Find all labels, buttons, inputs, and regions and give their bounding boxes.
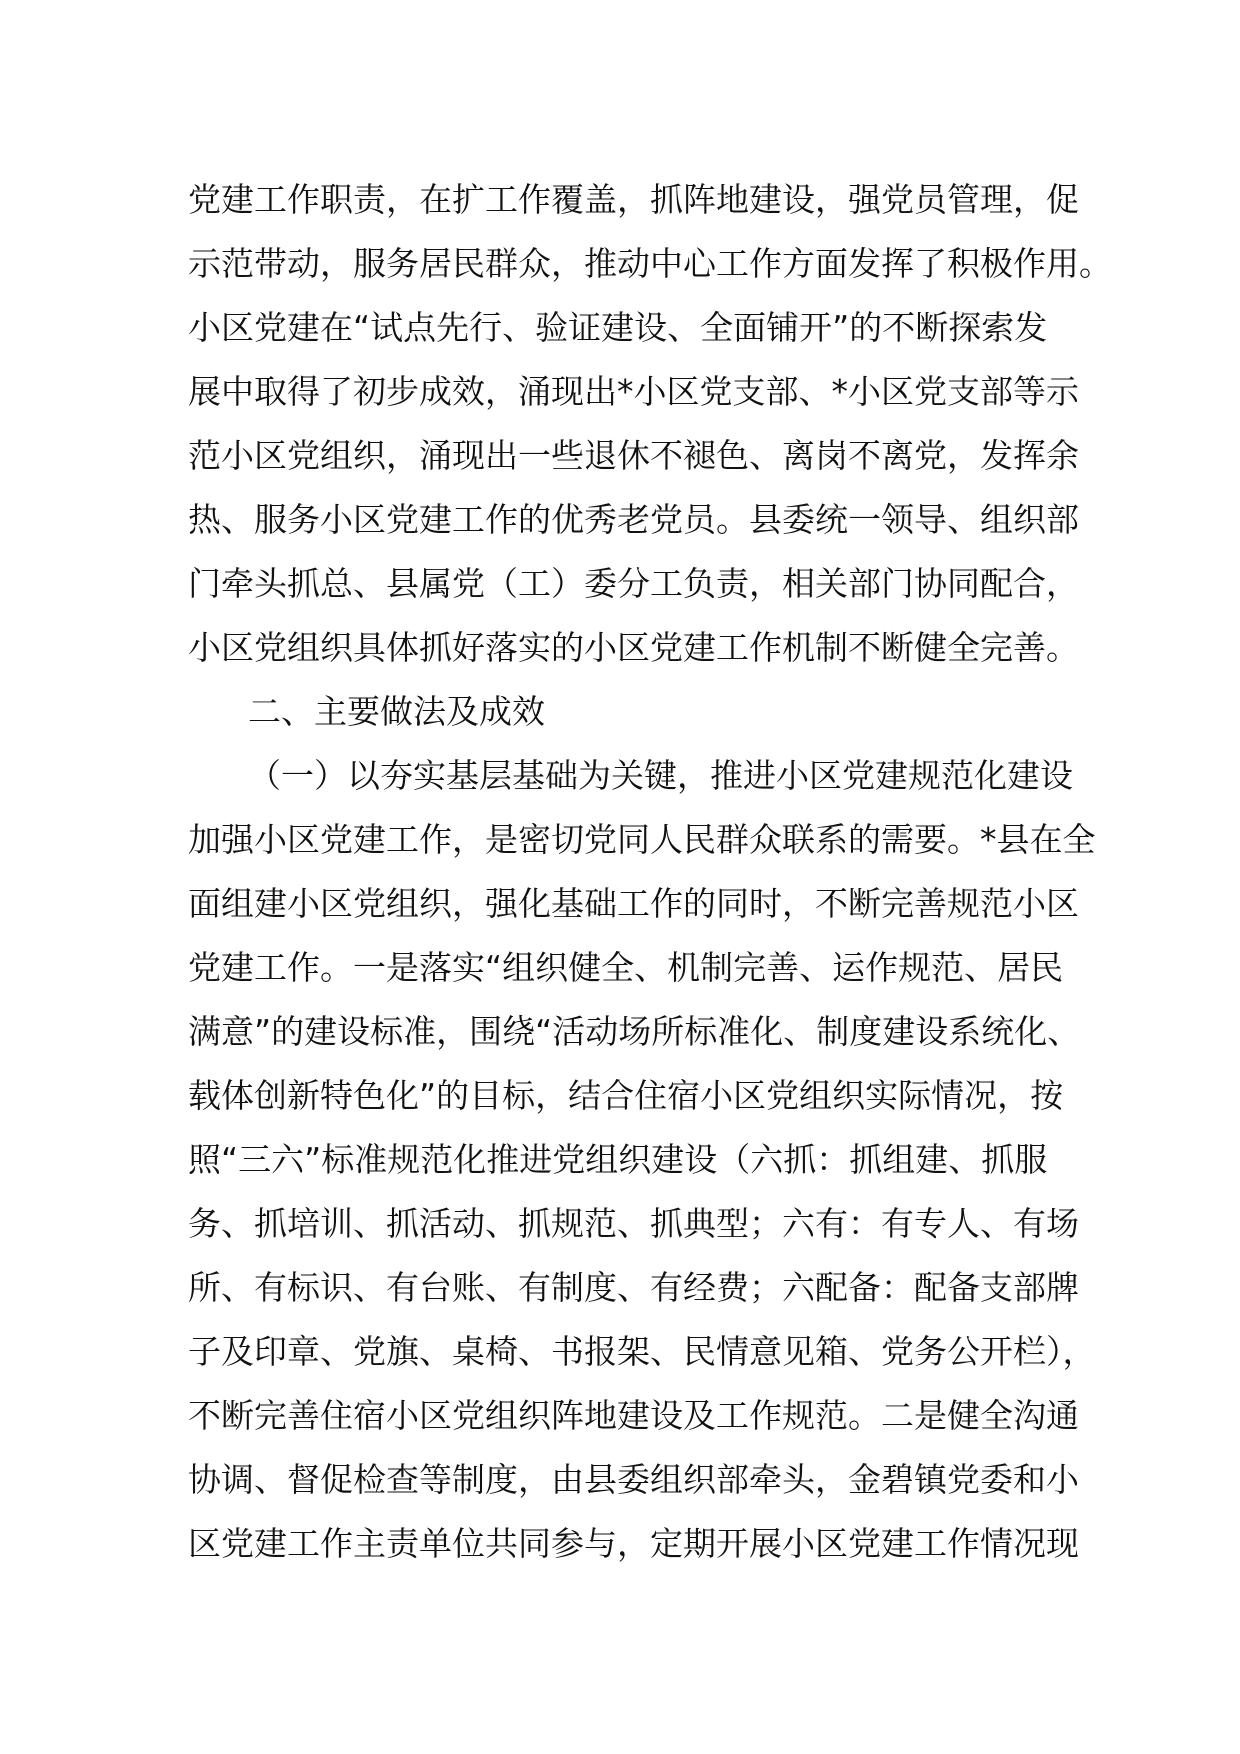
text-line: 所、有标识、有台账、有制度、有经费；六配备：配备支部牌 [188, 1268, 1079, 1307]
text-line: 小区党建在“试点先行、验证建设、全面铺开”的不断探索发 [188, 308, 1048, 347]
body-text [188, 168, 1112, 1576]
text-line: 满意”的建设标准，围绕“活动场所标准化、制度建设系统化、 [188, 1012, 1081, 1051]
text-line: 热、服务小区党建工作的优秀老党员。县委统一领导、组织部 [188, 500, 1079, 539]
text-line: 面组建小区党组织，强化基础工作的同时，不断完善规范小区 [188, 884, 1079, 923]
text-line: 不断完善住宿小区党组织阵地建设及工作规范。二是健全沟通 [188, 1396, 1079, 1435]
section-heading: 二、主要做法及成效 [248, 692, 545, 731]
text-line: 区党建工作主责单位共同参与，定期开展小区党建工作情况现 [188, 1524, 1079, 1563]
text-line: 门牵头抓总、县属党（工）委分工负责，相关部门协同配合， [188, 564, 1079, 603]
text-line: 子及印章、党旗、桌椅、书报架、民情意见箱、党务公开栏）， [188, 1332, 1096, 1371]
text-line: 照“三六”标准规范化推进党组织建设（六抓：抓组建、抓服 [188, 1140, 1048, 1179]
text-line: 党建工作。一是落实“组织健全、机制完善、运作规范、居民 [188, 948, 1064, 987]
text-line: 务、抓培训、抓活动、抓规范、抓典型；六有：有专人、有场 [188, 1204, 1079, 1243]
text-line: 小区党组织具体抓好落实的小区党建工作机制不断健全完善。 [188, 628, 1079, 667]
text-line: 党建工作职责，在扩工作覆盖，抓阵地建设，强党员管理，促 [188, 180, 1079, 219]
text-line: 示范带动，服务居民群众，推动中心工作方面发挥了积极作用。 [188, 244, 1112, 283]
text-line: 载体创新特色化”的目标，结合住宿小区党组织实际情况，按 [188, 1076, 1064, 1115]
subsection-heading: （一）以夯实基层基础为关键，推进小区党建规范化建设 [248, 756, 1073, 795]
text-line: 协调、督促检查等制度，由县委组织部牵头，金碧镇党委和小 [188, 1460, 1079, 1499]
text-line: 加强小区党建工作，是密切党同人民群众联系的需要。*县在全 [188, 820, 1096, 859]
text-line: 展中取得了初步成效，涌现出*小区党支部、*小区党支部等示 [188, 372, 1079, 411]
text-line: 范小区党组织，涌现出一些退休不褪色、离岗不离党，发挥余 [188, 436, 1079, 475]
